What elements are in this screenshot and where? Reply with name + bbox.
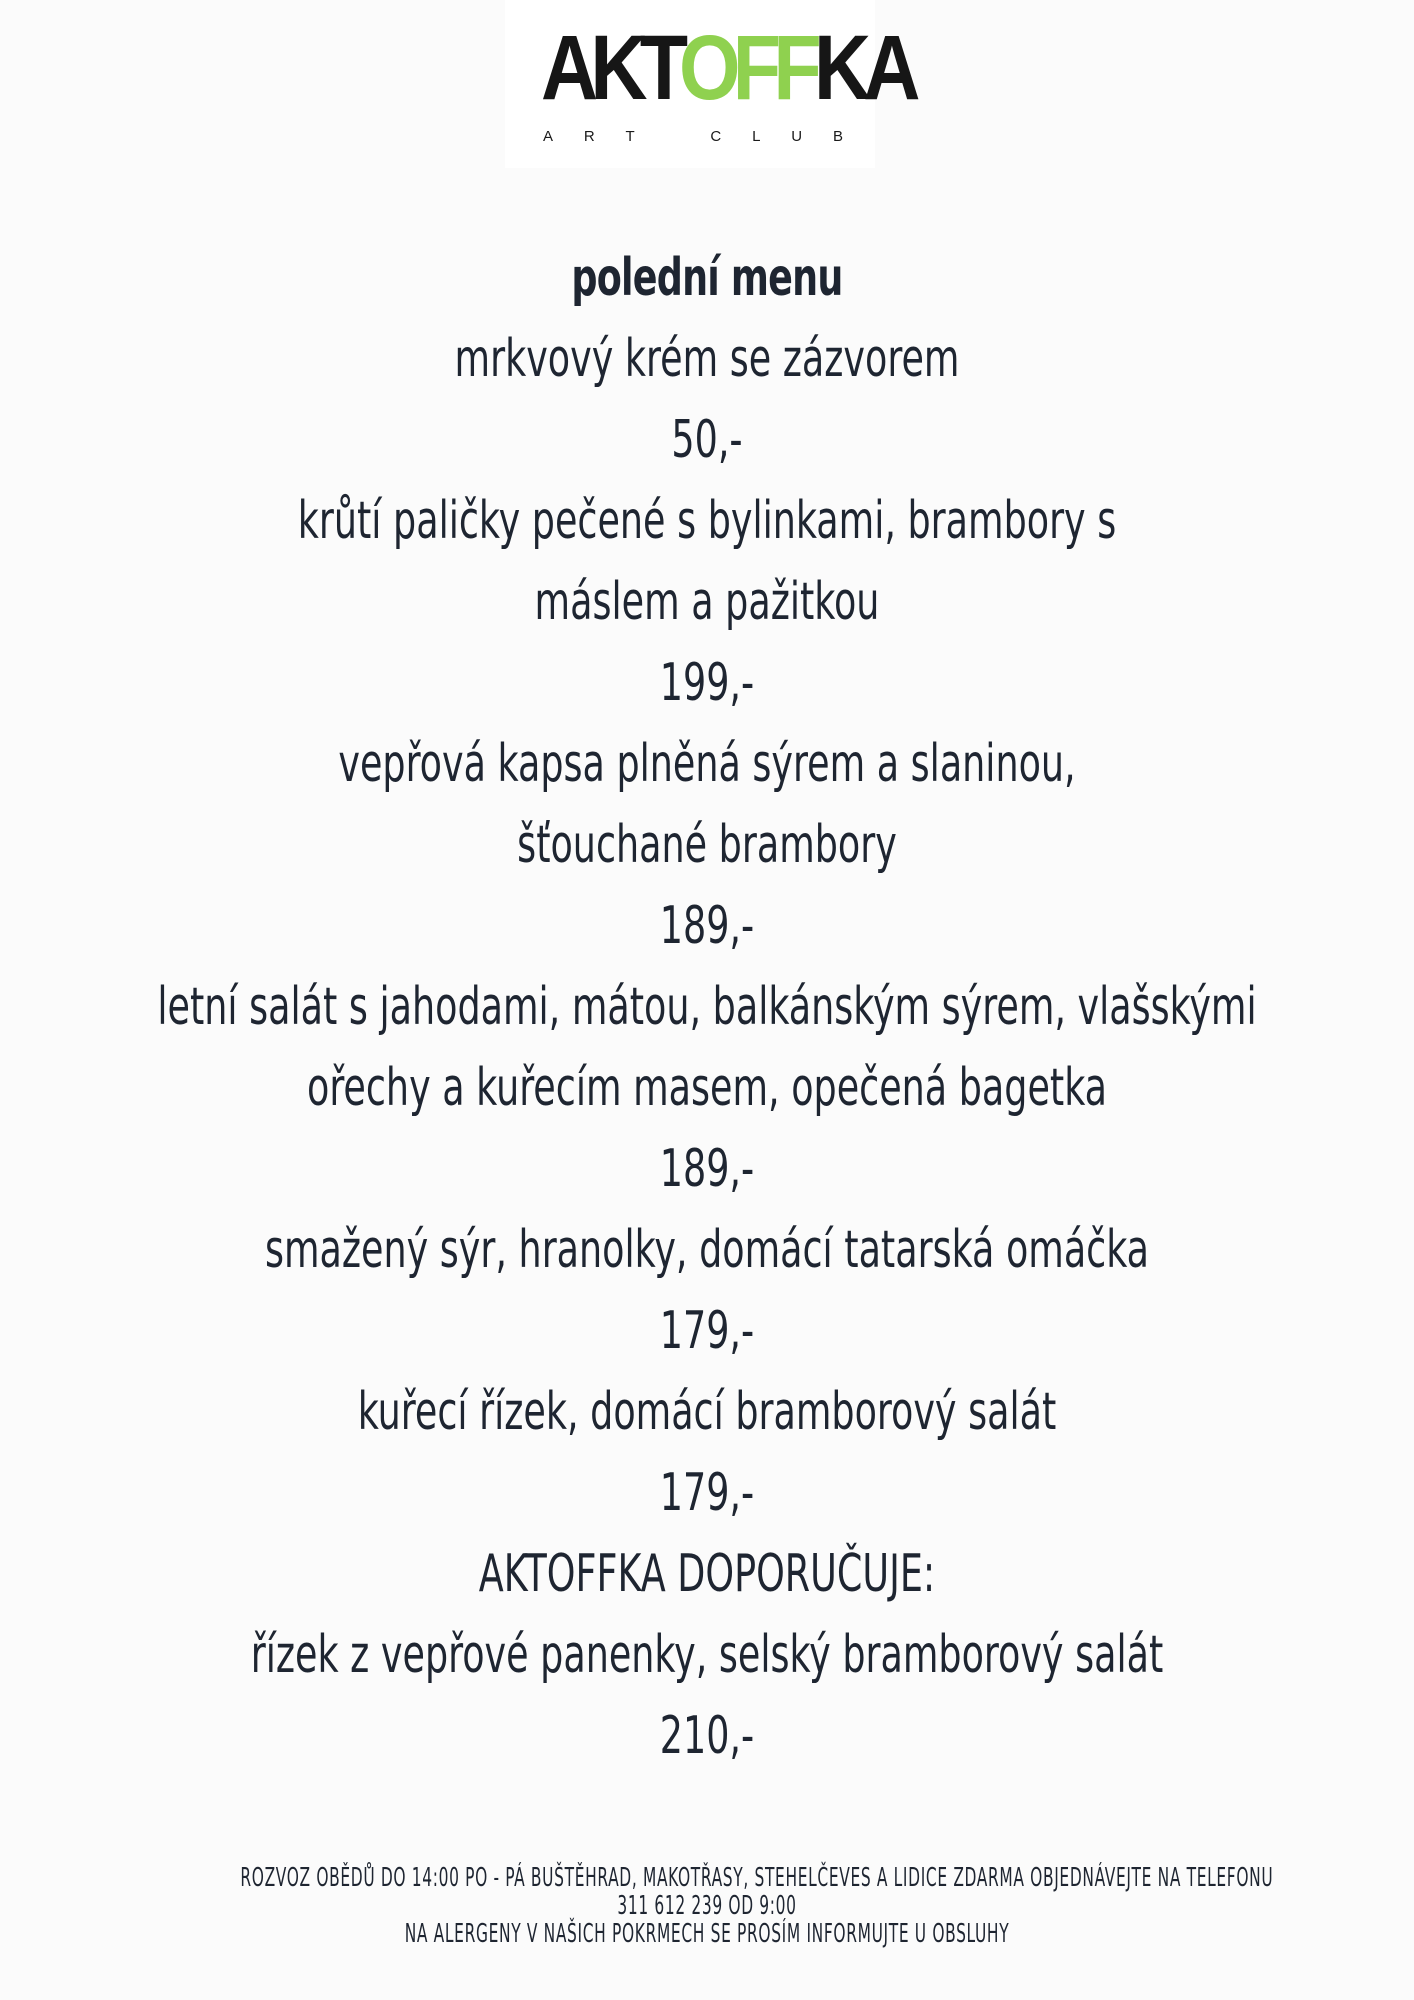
logo-subtitle-letter: R xyxy=(583,128,595,145)
menu-item-name: ořechy a kuřecím masem, opečená bagetka xyxy=(306,1058,1107,1118)
logo-wordmark xyxy=(541,17,913,119)
recommendation-item-price: 210,- xyxy=(659,1706,755,1766)
logo-word-middle: OFF xyxy=(678,17,814,119)
menu-item-price: 199,- xyxy=(659,653,755,713)
logo-subtitle-letter: T xyxy=(625,128,635,145)
menu-item-price: 50,- xyxy=(671,410,743,470)
logo-subtitle-gap xyxy=(666,128,680,146)
logo-word-left: AKT xyxy=(541,17,679,119)
menu-item-price: 189,- xyxy=(659,896,755,956)
logo-subtitle-letter: U xyxy=(791,128,803,145)
menu-item-name: krůtí paličky pečené s bylinkami, brambory s xyxy=(297,491,1117,551)
menu-item-price: 179,- xyxy=(659,1463,755,1523)
menu-item-name: smažený sýr, hranolky, domácí tatarská omáčka xyxy=(264,1220,1150,1280)
logo-word-right: KA xyxy=(813,17,913,119)
menu-item-name: vepřová kapsa plněná sýrem a slaninou, xyxy=(338,734,1076,794)
menu-item-price: 179,- xyxy=(659,1301,755,1361)
recommendation-item-name: řízek z vepřové panenky, selský bramborový salát xyxy=(250,1625,1164,1685)
logo-subtitle-letter: B xyxy=(832,128,843,145)
menu-item-name: šťouchané brambory xyxy=(517,815,897,875)
logo-subtitle-letter: C xyxy=(710,128,722,145)
recommendation-heading: AKTOFFKA DOPORUČUJE: xyxy=(478,1544,936,1604)
menu-item-name: letní salát s jahodami, mátou, balkánským sýrem, vlašskými xyxy=(157,977,1257,1037)
footer-notice xyxy=(0,1863,1414,1949)
allergen-notice: NA ALERGENY V NAŠICH POKRMECH SE PROSÍM INFORMUJTE U OBSLUHY xyxy=(404,1919,1010,1949)
logo-subtitle xyxy=(543,128,843,146)
phone-number: 311 612 239 OD 9:00 xyxy=(617,1891,797,1921)
menu-item-name: kuřecí řízek, domácí bramborový salát xyxy=(357,1382,1057,1442)
lunch-menu xyxy=(0,238,1414,1777)
logo-subtitle-letter: A xyxy=(543,128,554,145)
menu-item-name: máslem a pažitkou xyxy=(534,572,880,632)
menu-item-price: 189,- xyxy=(659,1139,755,1199)
delivery-notice: ROZVOZ OBĚDŮ DO 14:00 PO - PÁ BUŠTĚHRAD, MAKOTŘASY, STEHELČEVES A LIDICE ZDARMA OBJEDNÁVEJTE NA TELEFONU xyxy=(240,1863,1274,1893)
club-logo xyxy=(505,0,913,168)
menu-item-name: mrkvový krém se zázvorem xyxy=(454,329,960,389)
logo-subtitle-letter: L xyxy=(752,128,761,145)
menu-title: polední menu xyxy=(571,248,843,308)
